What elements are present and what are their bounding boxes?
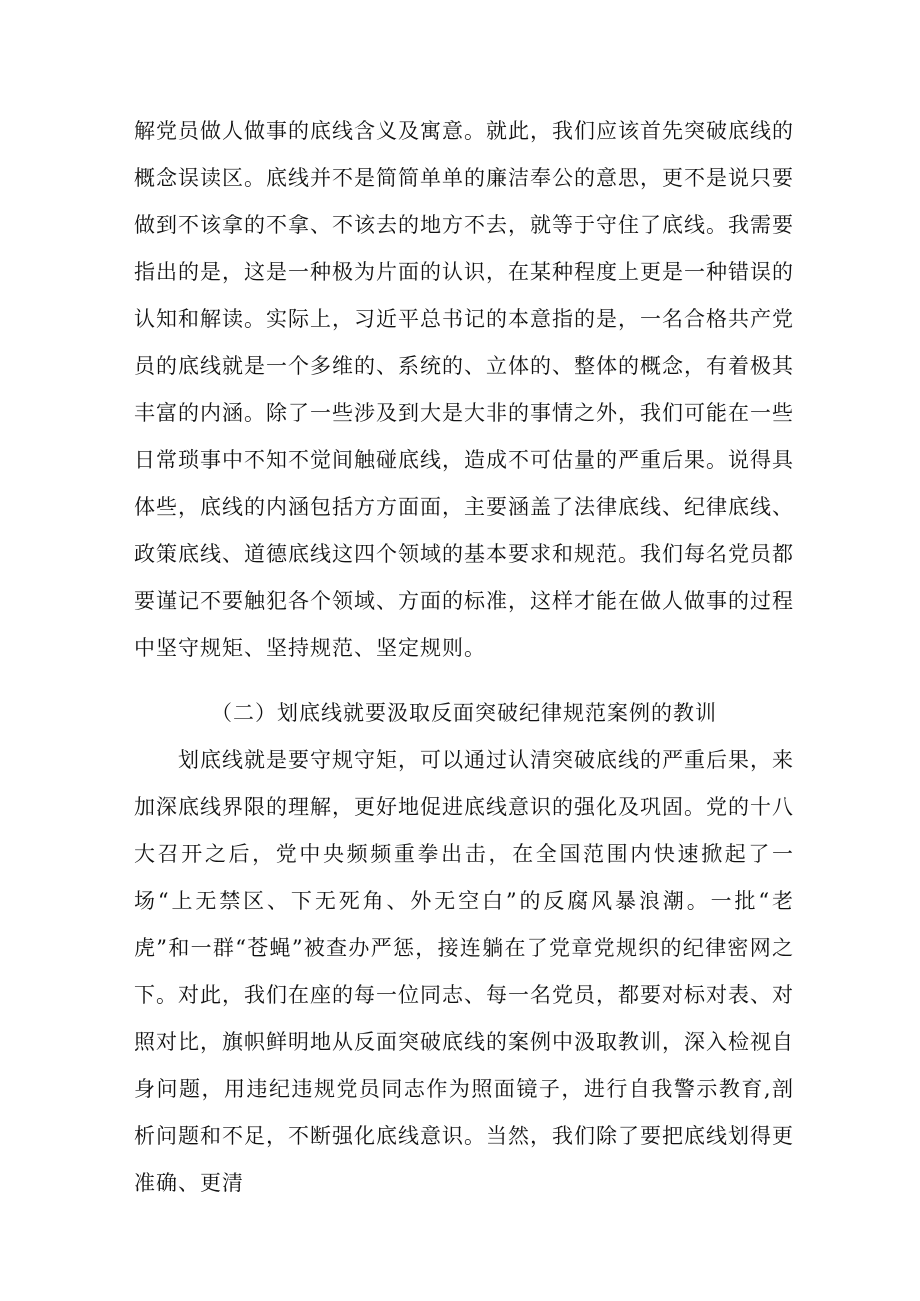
body-paragraph: 划底线就是要守规守矩，可以通过认清突破底线的严重后果，来加深底线界限的理解，更好地促进底线意识的强化及巩固。党的十八大召开之后，党中央频频重拳出击，在全国范围内快速掀起了一场“上无禁区、下无死角、外无空白”的反腐风暴浪潮。一批“老虎”和一群“苍蝇”被查办严惩，接连躺在了党章党规织的纪律密网之下。对此，我们在座的每一位同志、每一名党员，都要对标对表、对照对比，旗帜鲜明地从反面突破底线的案例中汲取教训，深入检视自身问题，用违纪违规党员同志作为照面镜子，进行自我警示教育,剖析问题和不足，不断强化底线意识。当然，我们除了要把底线划得更准确、更清 [134,748,794,1195]
body-paragraph: 解党员做人做事的底线含义及寓意。就此，我们应该首先突破底线的概念误读区。底线并不是简简单单的廉洁奉公的意思，更不是说只要做到不该拿的不拿、不该去的地方不去，就等于守住了底线。我需要指出的是，这是一种极为片面的认识，在某种程度上更是一种错误的认知和解读。实际上，习近平总书记的本意指的是，一名合格共产党员的底线就是一个多维的、系统的、立体的、整体的概念，有着极其丰富的内涵。除了一些涉及到大是大非的事情之外，我们可能在一些日常琐事中不知不觉间触碰底线，造成不可估量的严重后果。说得具体些，底线的内涵包括方方面面，主要涵盖了法律底线、纪律底线、政策底线、道德底线这四个领域的基本要求和规范。我们每名党员都要谨记不要触犯各个领域、方面的标准，这样才能在做人做事的过程中坚守规矩、坚持规范、坚定规则。 [134,119,794,660]
section-heading: （二）划底线就要汲取反面突破纪律规范案例的教训 [211,701,717,725]
